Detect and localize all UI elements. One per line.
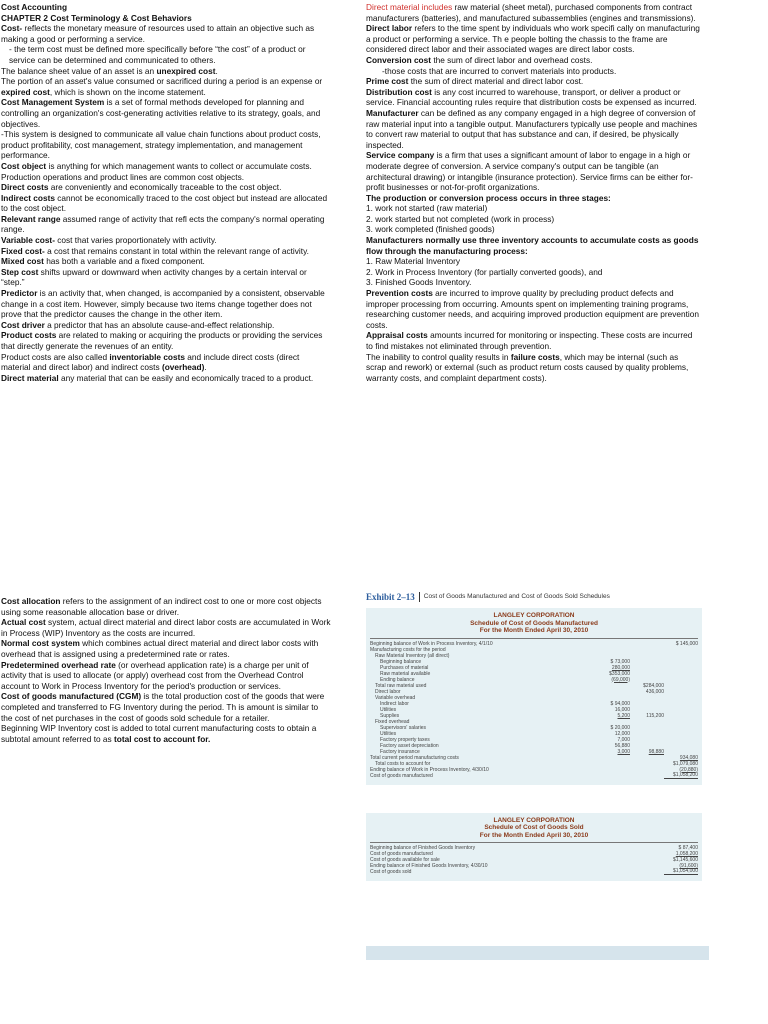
- cgm-schedule-name: Schedule of Cost of Goods Manufactured: [470, 619, 598, 627]
- cgm-row-c3: (20,880): [679, 766, 698, 773]
- def-prime-cost: Prime cost the sum of direct material and direct labor cost.: [366, 76, 584, 87]
- cgm-row-label: Factory property taxes: [380, 736, 430, 743]
- def-normal-cost: Normal cost system which combines actual direct material and direct labor costs with overhead that is assigned using a predetermined rate or rates.: [1, 638, 319, 659]
- def-distribution: Distribution cost is any cost incurred to warehouse, transport, or deliver a product or service. Financial accounting rules require that distribution costs be expensed as incurred.: [366, 86, 697, 108]
- cgm-row-label: Factory asset depreciation: [380, 742, 439, 749]
- cgm-row-c2: 98,880: [648, 748, 664, 755]
- cgm-row-c1: 5,200: [617, 712, 630, 719]
- def-predictor: Predictor is an activity that, when changed, is accompanied by a consistent, observable change in a cost item. However, simply because two items change together does not prove that the predictor causes the change in the other item.: [1, 288, 325, 320]
- cgs-schedule: [366, 813, 702, 882]
- inventory-heading: Manufacturers normally use three inventory accounts to accumulate costs as goods flow through the manufacturing process:: [366, 235, 699, 256]
- cgs-rows: [370, 845, 698, 875]
- def-manufacturer: Manufacturer can be defined as any company engaged in a high degree of conversion of raw material input into a tangible output. Manufacturers typically use people and machines to convert raw material to output that has substance and can, if desired, be physically inspected.: [366, 107, 698, 150]
- cgm-row-c3: $1,079,080: [672, 760, 698, 767]
- exhibit-footer-strip: [366, 946, 709, 960]
- cgm-row-c1: 16,000: [614, 706, 630, 713]
- cgm-row-label: Cost of goods manufactured: [370, 772, 433, 779]
- cgm-row-label: Utilities: [380, 730, 397, 737]
- def-dm-includes: Direct material includes raw material (sheet metal), purchased components from contract manufacturers (batteries), and manufactured subassemblies (engines and transmissions).: [366, 2, 696, 23]
- doc-title: Cost Accounting: [1, 2, 68, 12]
- cgm-row-label: Variable overhead: [375, 694, 416, 701]
- stage-item: 2. work started but not completed (work in process): [366, 213, 555, 224]
- cgs-row-label: Cost of goods manufactured: [370, 851, 433, 857]
- def-cost-allocation: Cost allocation refers to the assignment of an indirect cost to one or more cost objects using some reasonable allocation base or driver.: [1, 596, 322, 617]
- cgs-row-label: Beginning balance of Finished Goods Inventory: [370, 845, 476, 851]
- def-predetermined-rate: Predetermined overhead rate (or overhead application rate) is a charge per unit of activity that is used to allocate (or apply) overhead cost from the Overhead Control account to Work in Process Inventory for the period's production or services.: [1, 659, 309, 691]
- stages-heading: The production or conversion process occurs in three stages:: [366, 192, 611, 203]
- inventory-item: 1. Raw Material Inventory: [366, 256, 461, 267]
- cgm-row-label: Supervisors' salaries: [380, 724, 426, 731]
- cgm-row-label: Purchases of material: [380, 664, 429, 671]
- cgm-row-label: Manufacturing costs for the period: [370, 646, 446, 653]
- cgm-row-label: Beginning balance of Work in Process Inventory, 4/1/10: [370, 640, 493, 647]
- cgm-row-c2: 436,000: [645, 688, 664, 695]
- cgm-row-c1: 280,000: [611, 664, 630, 671]
- cgs-period: For the Month Ended April 30, 2010: [479, 831, 589, 839]
- cgm-row-c3: $1,058,200: [664, 772, 698, 779]
- def-inventoriable: Product costs are also called inventoriable costs and include direct costs (direct material and direct labor) and indirect costs (overhead).: [1, 351, 300, 373]
- cgm-row-c1: $353,000: [609, 670, 630, 677]
- exhibit-gap: [366, 785, 702, 813]
- cgm-row-c2: $284,000: [643, 682, 664, 689]
- def-step-cost: Step cost shifts upward or downward when activity changes by a certain interval or “step.”: [1, 266, 307, 288]
- cgm-row-c3: $ 145,000: [675, 640, 698, 647]
- def-appraisal: Appraisal costs amounts incurred for monitoring or inspecting. These costs are incurred to find mistakes not eliminated through prevention.: [366, 330, 693, 351]
- cgs-row-value: (91,600): [679, 863, 698, 869]
- cgs-row-value: $ 87,400: [678, 845, 698, 851]
- cgs-row-label: Cost of goods sold: [370, 869, 412, 875]
- cgm-row-label: Ending balance of Work in Process Inventory, 4/30/10: [370, 766, 489, 773]
- cgm-row-label: Utilities: [380, 706, 397, 713]
- def-cost-driver: Cost driver a predictor that has an absolute cause-and-effect relationship.: [1, 319, 275, 330]
- cgm-row: [370, 773, 698, 779]
- note-cms: -This system is designed to communicate all value chain functions about product costs, product profitability, cost management, strategy implementation, and management performance.: [1, 129, 321, 161]
- note-cost: - the term cost must be defined more specifically before “the cost” of a product or service can be determined and communicated to others.: [9, 44, 306, 65]
- exhibit-2-13: [366, 592, 702, 881]
- def-cost: Cost- reflects the monetary measure of resources used to attain an objective such as making a good or performing a service.: [1, 23, 315, 44]
- cgs-schedule-title: [370, 817, 698, 844]
- def-mixed-cost: Mixed cost has both a variable and a fixed component.: [1, 256, 205, 267]
- cgm-row-c1: (69,000): [611, 676, 630, 683]
- cgm-row-label: Total raw material used: [375, 682, 427, 689]
- def-actual-cost: Actual cost system, actual direct material and direct labor costs are accumulated in Work in Process (WIP) Inventory as the costs are incurred.: [1, 617, 331, 638]
- stage-item: 3. work completed (finished goods): [366, 224, 495, 235]
- cgm-row-label: Total current period manufacturing costs: [370, 754, 459, 761]
- def-conversion-cost: Conversion cost the sum of direct labor and overhead costs.: [366, 54, 593, 65]
- cgs-row: [370, 869, 698, 875]
- def-direct-material: Direct material any material that can be easily and economically traced to a product.: [1, 372, 314, 383]
- cgs-row-label: Cost of goods available for sale: [370, 857, 440, 863]
- exhibit-title: Cost of Goods Manufactured and Cost of Goods Sold Schedules: [423, 593, 610, 600]
- cgm-row-c1: 56,880: [614, 742, 630, 749]
- cgm-row-c3: 934,080: [679, 754, 698, 761]
- cgm-row-c1: $ 73,000: [610, 658, 630, 665]
- cgm-row-label: Supplies: [380, 712, 400, 719]
- def-direct-labor: Direct labor refers to the time spent by individuals who work specifi cally on manufacturing a product or performing a service. Th e people bolting the chassis to the frame are considered direct labor and their associated wages are direct labor costs.: [366, 23, 700, 55]
- cgs-schedule-name: Schedule of Cost of Goods Sold: [484, 824, 584, 831]
- cgs-row-value: $1,145,600: [672, 857, 698, 863]
- note-conversion: -those costs that are incurred to convert materials into products.: [382, 65, 617, 76]
- cgm-rows: [370, 641, 698, 779]
- cgm-row-label: Indirect labor: [380, 700, 409, 707]
- def-cgm: Cost of goods manufactured (CGM) is the total production cost of the goods that were completed and transferred to FG Inventory during the period. Th is amount is similar to the cost of net purchases in the cost of goods sold schedule for a retailer.: [1, 691, 325, 723]
- cgm-row-label: Fixed overhead: [375, 718, 410, 725]
- cgm-row-c1: 3,000: [617, 748, 630, 755]
- inventory-item: 2. Work in Process Inventory (for partially converted goods), and: [366, 266, 603, 277]
- stage-item: 1. work not started (raw material): [366, 203, 488, 214]
- cgm-row-c1: $ 20,000: [610, 724, 630, 731]
- def-cost-object: Cost object is anything for which management wants to collect or accumulate costs. Production operations and product lines are common cost objects.: [1, 160, 312, 182]
- def-prevention: Prevention costs are incurred to improve quality by precluding product defects and improper processing from occurring. Amounts spent on implementing training programs, researching customer needs, and acquiring improved production equipment are prevention costs.: [366, 288, 699, 330]
- exhibit-header: [366, 592, 702, 602]
- inventory-item: 3. Finished Goods Inventory.: [366, 277, 472, 288]
- cgs-company: LANGLEY CORPORATION: [493, 816, 575, 824]
- def-fixed-cost: Fixed cost- a cost that remains constant in total within the relevant range of activity.: [1, 245, 309, 256]
- cgm-row-label: Raw material available: [380, 670, 431, 677]
- def-expired: The portion of an asset's value consumed or sacrificed during a period is an expense or expired cost, which is shown on the income statement.: [1, 76, 323, 97]
- cgm-row-label: Beginning balance: [380, 658, 422, 665]
- cgm-schedule: [366, 608, 702, 785]
- exhibit-number: Exhibit 2–13: [366, 592, 415, 602]
- left-column: [1, 2, 331, 383]
- def-variable-cost: Variable cost- cost that varies proportionately with activity.: [1, 235, 217, 246]
- cgm-row-label: Total costs to account for: [375, 760, 431, 767]
- cgm-row-c1: 7,000: [617, 736, 630, 743]
- cgm-row-label: Factory insurance: [380, 748, 420, 755]
- cgs-row-value: $1,054,000: [664, 868, 698, 875]
- def-relevant-range: Relevant range assumed range of activity that refl ects the company's normal operating range.: [1, 213, 325, 235]
- cgm-schedule-title: [370, 612, 698, 639]
- def-unexpired: The balance sheet value of an asset is an unexpired cost.: [1, 65, 218, 76]
- def-product-costs: Product costs are related to making or acquiring the products or providing the services that directly generate the revenues of an entity.: [1, 330, 323, 351]
- cgm-row-c1: 12,000: [614, 730, 630, 737]
- bottom-left-column: [1, 596, 331, 744]
- cgm-period: For the Month Ended April 30, 2010: [479, 627, 589, 634]
- def-direct-costs: Direct costs are conveniently and economically traceable to the cost object.: [1, 182, 282, 193]
- cgm-company: LANGLEY CORPORATION: [493, 612, 575, 619]
- cgm-row-c2: 115,200: [646, 712, 664, 719]
- def-service-company: Service company is a firm that uses a significant amount of labor to engage in a high or moderate degree of conversion. A service company's output can be tangible (an architectural drawing) or intangible (insurance protection). Service firms can be either for-profit businesses or not-for-profit organizations.: [366, 150, 693, 193]
- cgm-row-label: Ending balance: [380, 676, 415, 683]
- def-indirect-costs: Indirect costs cannot be economically traced to the cost object but instead are allocated to the cost object.: [1, 192, 328, 214]
- chapter-heading: CHAPTER 2 Cost Terminology & Cost Behaviors: [1, 12, 192, 23]
- def-cms: Cost Management System is a set of formal methods developed for planning and controlling an organization's cost-generating activities relative to its strategy, goals, and objectives.: [1, 97, 321, 129]
- cgm-row-label: Direct labor: [375, 688, 401, 695]
- right-column: [366, 2, 700, 383]
- def-total-cost: Beginning WIP Inventory cost is added to total current manufacturing costs to obtain a subtotal amount referred to as total cost to account for.: [1, 723, 317, 744]
- cgm-row-c1: $ 94,000: [610, 700, 630, 707]
- def-failure: The inability to control quality results in failure costs, which may be internal (such as scrap and rework) or external (such as product return costs caused by quality problems, warranty costs, and complaint department costs).: [366, 351, 689, 383]
- exhibit-divider: [419, 592, 420, 602]
- cgm-row-label: Raw Material Inventory (all direct): [375, 652, 450, 659]
- cgs-row-label: Ending balance of Finished Goods Inventory, 4/30/10: [370, 863, 488, 869]
- cgs-row-value: 1,058,200: [675, 851, 698, 857]
